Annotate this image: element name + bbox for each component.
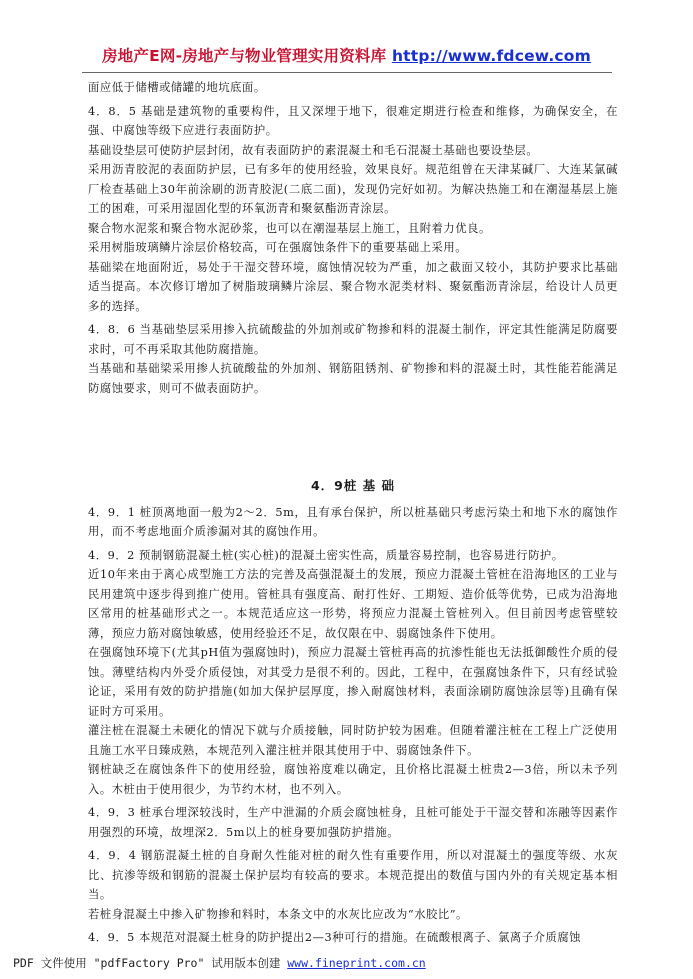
paragraph: 近10年来由于离心成型施工方法的完善及高强混凝土的发展，预应力混凝土管桩在沿海地区的工业与民用建筑中逐步得到推广使用。管桩具有强度高、耐打性好、工期短、造价低等优势，已成为沿海地区常用的桩基础形式之一。本规范适应这一形势，将预应力混凝土管桩列入。但目前因考虑管壁较薄，预应力筋对腐蚀敏感，使用经验还不足，故仅限在中、弱腐蚀条件下使用。 <box>88 568 618 640</box>
paragraph: 钢桩缺乏在腐蚀条件下的使用经验，腐蚀裕度难以确定，且价格比混凝土桩贵2—3倍，所以未予列入。木桩由于使用很少，为节约木材，也不列入。 <box>88 763 618 796</box>
site-header <box>0 44 693 72</box>
site-url-link[interactable]: http://www.fdcew.com <box>391 47 592 65</box>
paragraph: 聚合物水泥浆和聚合物水泥砂浆，也可以在潮湿基层上施工，且附着力优良。 <box>88 221 491 235</box>
paragraph: 4．9．4 钢筋混凝土桩的自身耐久性能对桩的耐久性有重要作用，所以对混凝土的强度等级、水灰比、抗渗等级和钢筋的混凝土保护层均有较高的要求。本规范提出的数值与国内外的有关规定基本相当。 <box>88 849 618 901</box>
paragraph: 面应低于储槽或储罐的地坑底面。 <box>88 81 266 94</box>
paragraph: 4．8．5 基础是建筑物的重要构件，且又深埋于地下，很难定期进行检查和维修，为确保安全，在强、中腐蚀等级下应进行表面防护。 <box>88 104 618 137</box>
paragraph: 采用树脂玻璃鳞片涂层价格较高，可在强腐蚀条件下的重要基础上采用。 <box>88 241 468 254</box>
paragraph: 当基础和基础梁采用掺人抗硫酸盐的外加剂、钢筋阻锈剂、矿物掺和料的混凝土时，其性能若能满足防腐蚀要求，则可不做表面防护。 <box>88 362 618 395</box>
section-heading: 4．9桩 基 础 <box>310 478 396 493</box>
paragraph: 在强腐蚀环境下(尤其pH值为强腐蚀时)，预应力混凝土管桩再高的抗渗性能也无法抵御酸性介质的侵蚀。薄壁结构内外受介质侵蚀，对其受力是很不利的。因此，工程中，在强腐蚀条件下，只有经试验论证，采用有效的防护措施(如加大保护层厚度，掺入耐腐蚀材料，表面涂刷防腐蚀涂层等)且确有保证时方可采用。 <box>88 646 618 718</box>
site-subtitle: 房地产与物业管理实用资料库 <box>182 47 387 65</box>
site-brand: 房地产 <box>101 47 150 65</box>
pdf-footer <box>13 955 683 971</box>
paragraph: 若桩身混凝土中掺入矿物掺和料时，本条文中的水灰比应改为“水胶比”。 <box>88 907 468 921</box>
paragraph: 4．9．3 桩承台埋深较浅时，生产中泄漏的介质会腐蚀桩身，且桩可能处于干湿交替和冻融等因素作用强烈的环境，故埋深2．5m以上的桩身要加强防护措施。 <box>88 806 618 839</box>
paragraph: 4．9．1 桩顶离地面一般为2～2．5m，且有承台保护，所以桩基础只考虑污染土和地下水的腐蚀作用，而不考虑地面介质渗漏对其的腐蚀作用。 <box>88 505 618 538</box>
header-dash: - <box>175 47 183 65</box>
paragraph: 采用沥青胶泥的表面防护层，已有多年的使用经验，效果良好。规范组曾在天津某碱厂、大连某氯碱厂检查基础上30年前涂刷的沥青胶泥(二底二面)，发现仍完好如初。为解决热施工和在潮湿基层上施工的困难，可采用湿固化型的环氧沥青和聚氨酯沥青涂层。 <box>88 163 618 215</box>
paragraph: 4．9．2 预制钢筋混凝土桩(实心桩)的混凝土密实性高，质量容易控制，也容易进行防护。 <box>88 548 564 562</box>
paragraph: 4．9．5 本规范对混凝土桩身的防护提出2—3种可行的措施。在硫酸根离子、氯离子介质腐蚀 <box>88 931 582 944</box>
paragraph: 灌注桩在混凝土未硬化的情况下就与介质接触，同时防护较为困难。但随着灌注桩在工程上广泛使用且施工水平日臻成熟，本规范列入灌注桩并限其使用于中、弱腐蚀条件下。 <box>88 724 618 757</box>
site-brand-e: E网 <box>149 47 176 65</box>
footer-text: PDF 文件使用 "pdfFactory Pro" 试用版本创建 <box>13 956 288 970</box>
footer-link[interactable]: www.fineprint.com.cn <box>287 956 426 970</box>
paragraph: 基础设垫层可使防护层封闭，故有表面防护的素混凝土和毛石混凝土基础也要设垫层。 <box>88 143 539 157</box>
document-body <box>88 78 618 948</box>
paragraph: 4．8．6 当基础垫层采用掺入抗硫酸盐的外加剂或矿物掺和料的混凝土制作，评定其性能满足防腐要求时，可不再采取其他防腐措施。 <box>88 323 618 356</box>
paragraph: 基础梁在地面附近，易处于干湿交替环境，腐蚀情况较为严重，加之截面又较小，其防护要求比基础适当提高。本次修订增加了树脂玻璃鳞片涂层、聚合物水泥类材料、聚氨酯沥青涂层，给设计人员更多的选择。 <box>88 260 618 313</box>
header-divider <box>82 72 612 73</box>
